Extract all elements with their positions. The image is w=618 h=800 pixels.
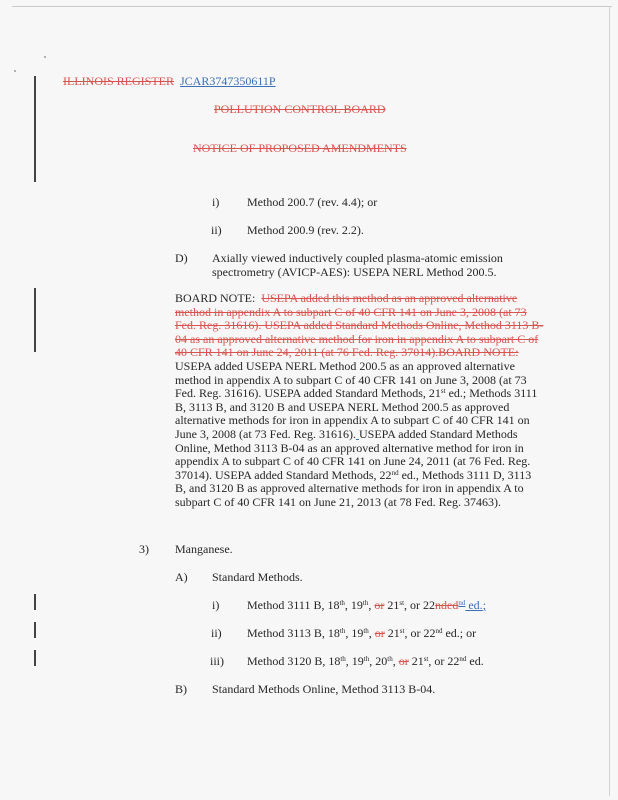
page-edge-top <box>12 6 612 7</box>
method-i-text: Method 3111 B, 18th, 19th, or 21st, or 22nded$^{nd}$ ed.; <box>247 598 487 612</box>
method-ii-number: ii) <box>211 626 222 640</box>
item-3-number: 3) <box>139 542 149 556</box>
item-ii-number: ii) <box>211 223 222 237</box>
item-i-text: Method 200.7 (rev. 4.4); or <box>247 195 378 209</box>
method-iii-text: Method 3120 B, 18th, 19th, 20th, or 21st, or 22nd ed. <box>247 654 484 668</box>
item-i-number: i) <box>212 195 220 209</box>
change-bar <box>34 650 36 666</box>
method-i-number: i) <box>212 598 220 612</box>
deleted-note-text: USEPA added this method as an approved alternative method in appendix A to subpart C of 40 CFR 141 on June 3, 2008 (at 73 Fed. Reg. 31616). USEPA added Standard Methods Online, Method 3113 B-04 as an approved alternative method for iron in appendix A to subpart C of 40 CFR 141 on June 24, 2011 (at 76 Fed. Reg. 37014). <box>175 291 544 360</box>
register-header: ILLINOIS REGISTER JCAR3747350611P <box>63 74 276 88</box>
item-b-text: Standard Methods Online, Method 3113 B-04. <box>212 682 436 696</box>
method-ii-text: Method 3113 B, 18th, 19th, or 21st, or 22nd ed.; or <box>247 626 477 640</box>
item-d-number: D) <box>175 251 188 265</box>
scan-speck <box>44 56 46 58</box>
item-d-line1: Axially viewed inductively coupled plasma-atomic emission <box>212 251 503 265</box>
change-bar <box>34 594 36 610</box>
board-note: BOARD NOTE: USEPA added this method as an approved alternative method in appendix A to subpart C of 40 CFR 141 on June 3, 2008 (at 73 Fed. Reg. 31616). USEPA added Standard Methods Online, Method 3113 B-04 as an approved alternative method for iron in appendix A to subpart C of 40 CFR 141 on June 24, 2011 (at 76 Fed. Reg. 37014).BOARD NOTE: USEPA added USEPA NERL Method 200.5 as an approved alternative method in appendix A to subpart C of 40 CFR 141 on June 3, 2008 (at 73 Fed. Reg. 31616). USEPA added Standard Methods, 21st ed.; Methods 3111 B, 3113 B, and 3120 B and USEPA NERL Method 200.5 as approved alternative methods for iron in appendix A to subpart C of 40 CFR 141 on June 3, 2008 (at 73 Fed. Reg. 31616). USEPA added Standard Methods Online, Method 3113 B-04 as an approved alternative method for iron in appendix A to subpart C of 40 CFR 141 on June 24, 2011 (at 76 Fed. Reg. 37014). USEPA added Standard Methods, 22nd ed., Methods 3111 D, 3113 B, and 3120 B as approved alternative methods for iron in appendix A to subpart C of 40 CFR 141 on June 21, 2013 (at 78 Fed. Reg. 37463). <box>175 291 544 509</box>
item-a-number: A) <box>175 570 188 584</box>
item-b-number: B) <box>175 682 187 696</box>
scan-speck <box>14 70 16 72</box>
item-d-line2: spectrometry (AVICP-AES): USEPA NERL Method 200.5. <box>212 265 497 279</box>
method-iii-number: iii) <box>210 654 224 668</box>
change-bar <box>34 76 36 182</box>
change-bar <box>34 288 36 352</box>
item-3-title: Manganese. <box>175 542 233 556</box>
item-ii-text: Method 200.9 (rev. 2.2). <box>247 223 364 237</box>
page-edge-right <box>609 6 610 796</box>
item-a-title: Standard Methods. <box>212 570 303 584</box>
change-bar <box>34 622 36 638</box>
board-note-label: BOARD NOTE: <box>175 291 256 305</box>
deleted-note-label: BOARD NOTE: <box>438 345 519 360</box>
notice-header: NOTICE OF PROPOSED AMENDMENTS <box>193 141 407 155</box>
board-header: POLLUTION CONTROL BOARD <box>214 102 386 116</box>
